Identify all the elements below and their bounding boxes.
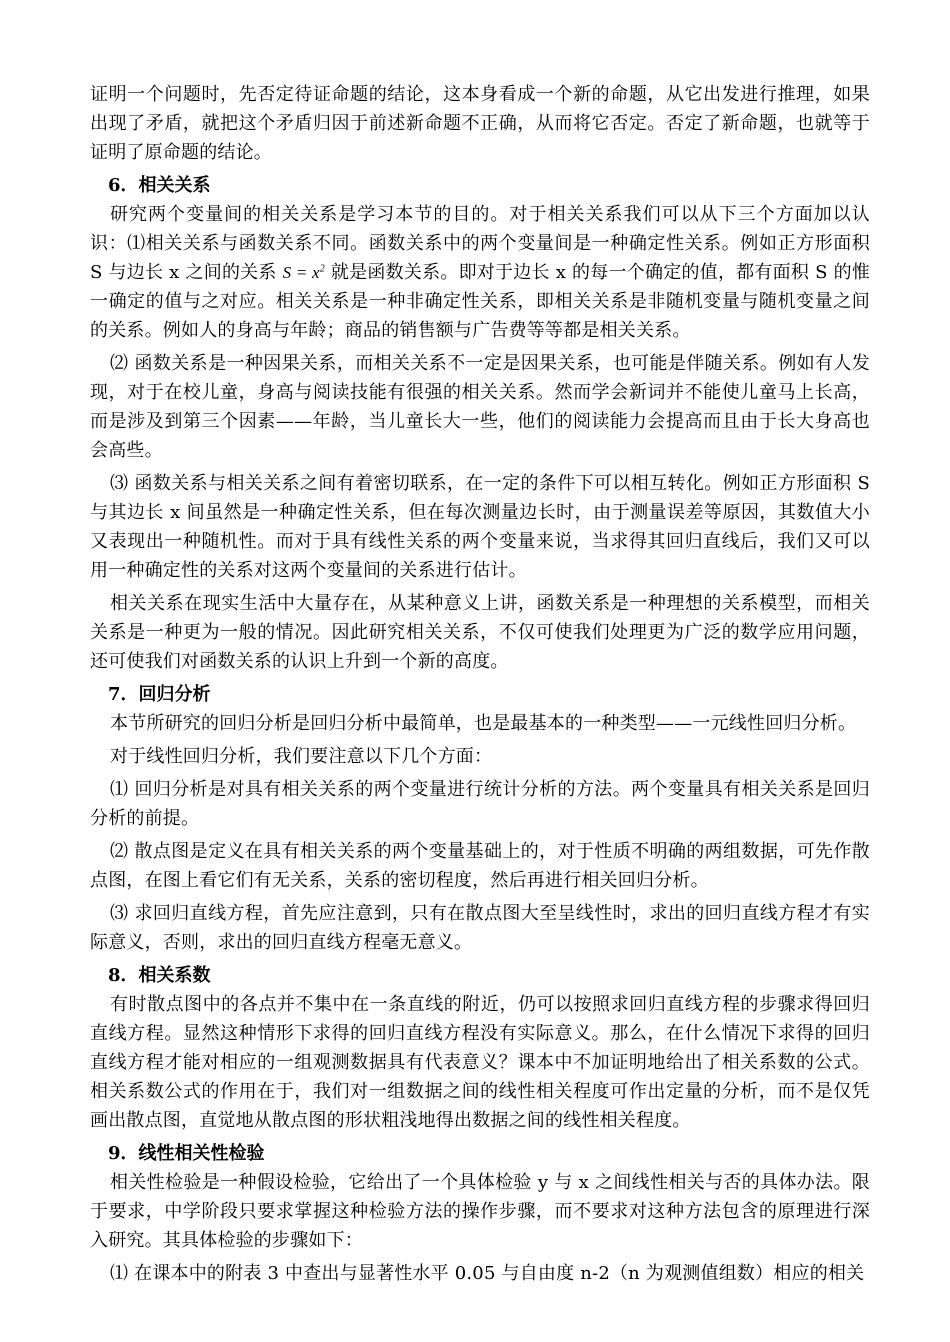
section-6-paragraph-1-part-a: 研究两个变量间的相关关系是学习本节的目的。对于相关关系我们可以从下三个方面加以认识：⑴相关关系与函数关系不同。函数关系中的两个变量间是一种确定性关系。例如正方形面积 S 与边长 x 之间的关系 bbox=[90, 204, 870, 283]
section-9-paragraph-2: ⑴ 在课本中的附表 3 中查出与显著性水平 0.05 与自由度 n-2（n 为观测值组数）相应的相关 bbox=[110, 1263, 865, 1284]
section-6-paragraph-4: 相关关系在现实生活中大量存在，从某种意义上讲，函数关系是一种理想的关系模型，而相关关系是一种更为一般的情况。因此研究相关关系，不仅可使我们处理更为广泛的数学应用问题，还可使我们对函数关系的认识上升到一个新的高度。 bbox=[90, 593, 870, 672]
section-6-paragraph-2: ⑵ 函数关系是一种因果关系，而相关关系不一定是因果关系，也可能是伴随关系。例如有人发现，对于在校儿童，身高与阅读技能有很强的相关关系。然而学会新词并不能使儿童马上长高，而是涉及到第三个因素——年龄，当儿童长大一些，他们的阅读能力会提高而且由于长大身高也会高些。 bbox=[90, 353, 870, 461]
formula-exponent: 2 bbox=[319, 263, 325, 275]
section-6-paragraph-1-part-b: 就是函数关系。即对于边长 x 的每一个确定的值，都有面积 S 的惟一确定的值与之对应。相关关系是一种非确定性关系，即相关关系是非随机变量与随机变量之间的关系。例如人的身高与年龄；商品的销售额与广告费等等都是相关关系。 bbox=[90, 262, 871, 341]
section-9-heading: 9．线性相关性检验 bbox=[108, 1143, 265, 1164]
section-6-paragraph-3: ⑶ 函数关系与相关关系之间有着密切联系，在一定的条件下可以相互转化。例如正方形面积 S 与其边长 x 间虽然是一种确定性关系，但在每次测量边长时，由于测量误差等原因，其数值大小又表现出一种随机性。而对于具有线性关系的两个变量来说，当求得其回归直线后，我们又可以用一种确定性的关系对这两个变量间的关系进行估计。 bbox=[90, 473, 870, 581]
section-7-paragraph-3: ⑴ 回归分析是对具有相关关系的两个变量进行统计分析的方法。两个变量具有相关关系是回归分析的前提。 bbox=[90, 779, 870, 829]
section-7-paragraph-5: ⑶ 求回归直线方程，首先应注意到，只有在散点图大至呈线性时，求出的回归直线方程才有实际意义，否则，求出的回归直线方程毫无意义。 bbox=[90, 903, 870, 953]
section-7-paragraph-4: ⑵ 散点图是定义在具有相关关系的两个变量基础上的，对于性质不明确的两组数据，可先作散点图，在图上看它们有无关系，关系的密切程度，然后再进行相关回归分析。 bbox=[90, 841, 870, 891]
formula-equals: = bbox=[291, 263, 312, 282]
document-page bbox=[90, 80, 870, 1288]
formula-lhs: S bbox=[282, 263, 292, 282]
area-formula bbox=[283, 263, 325, 282]
section-7-paragraph-1: 本节所研究的回归分析是回归分析中最简单，也是最基本的一种类型——一元线性回归分析。 bbox=[110, 713, 857, 734]
formula-base: x bbox=[312, 263, 320, 282]
section-8-heading: 8．相关系数 bbox=[108, 965, 211, 986]
section-8-paragraph-1: 有时散点图中的各点并不集中在一条直线的附近，仍可以按照求回归直线方程的步骤求得回归直线方程。显然这种情形下求得的回归直线方程没有实际意义。那么，在什么情况下求得的回归直线方程才能对相应的一组观测数据具有代表意义？课本中不加证明地给出了相关系数的公式。相关系数公式的作用在于，我们对一组数据之间的线性相关程度可作出定量的分析，而不是仅凭画出散点图，直觉地从散点图的形状粗浅地得出数据之间的线性相关程度。 bbox=[90, 994, 870, 1131]
section-9-paragraph-1: 相关性检验是一种假设检验，它给出了一个具体检验 y 与 x 之间线性相关与否的具体办法。限于要求，中学阶段只要求掌握这种检验方法的操作步骤，而不要求对这种方法包含的原理进行深入研究。其具体检验的步骤如下： bbox=[90, 1172, 870, 1251]
section-6-heading: 6．相关关系 bbox=[108, 175, 211, 196]
section-7-heading: 7．回归分析 bbox=[108, 684, 211, 705]
section-6-paragraph-1 bbox=[90, 200, 870, 345]
section-7-paragraph-2: 对于线性回归分析，我们要注意以下几个方面： bbox=[110, 746, 493, 767]
intro-paragraph: 证明一个问题时，先否定待证命题的结论，这本身看成一个新的命题，从它出发进行推理，如果出现了矛盾，就把这个矛盾归因于前述新命题不正确，从而将它否定。否定了新命题，也就等于证明了原命题的结论。 bbox=[90, 84, 870, 163]
